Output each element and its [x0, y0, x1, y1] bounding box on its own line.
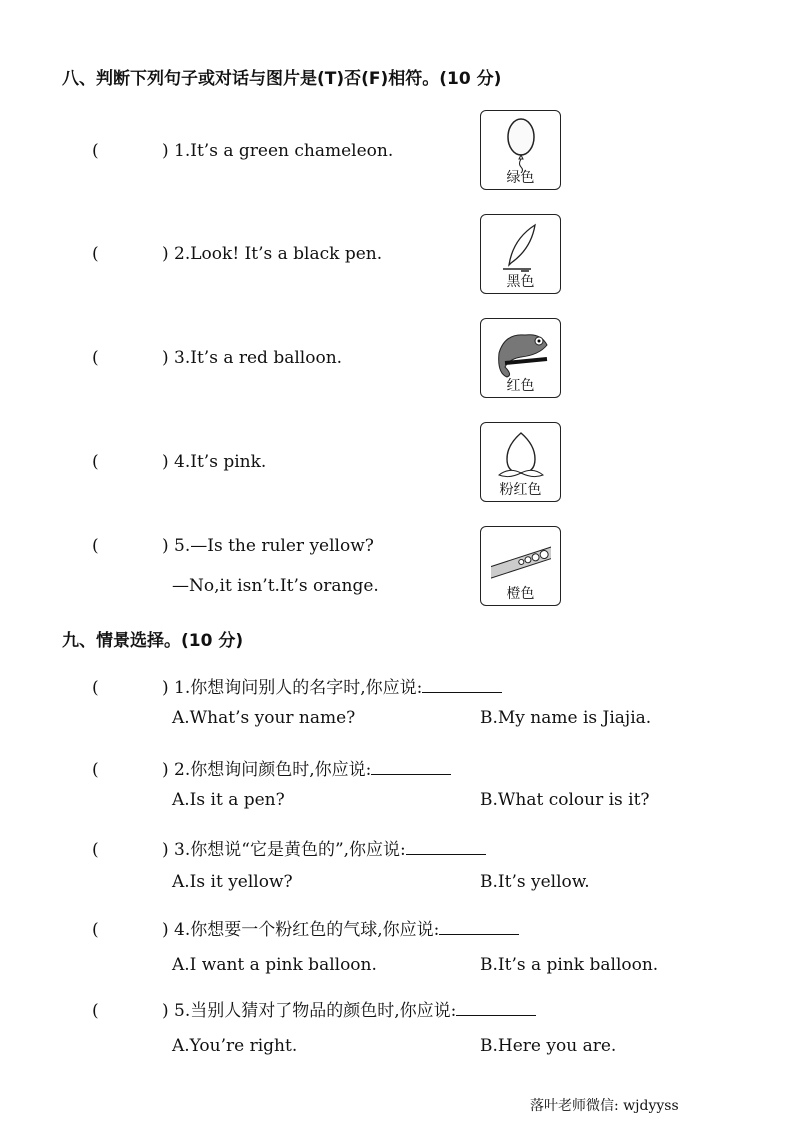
option-a: A.What’s your name? — [172, 708, 356, 728]
option-b: B.Here you are. — [480, 1036, 617, 1056]
question-text: ) 2.Look! It’s a black pen. — [162, 244, 383, 264]
feather-pen-icon — [491, 219, 551, 277]
question-9-2 — [92, 755, 451, 780]
question-text: ) 2.你想询问颜色时,你应说: — [162, 760, 372, 780]
answer-paren: ( — [92, 141, 99, 161]
answer-paren: ( — [92, 452, 99, 472]
option-b: B.It’s yellow. — [480, 872, 590, 892]
picture-caption: 红色 — [506, 378, 535, 394]
question-9-3 — [92, 835, 486, 860]
ruler-icon — [491, 531, 551, 589]
question-8-5-reply: —No,it isn’t.It’s orange. — [172, 576, 379, 596]
answer-paren: ( — [92, 348, 99, 368]
answer-blank — [439, 933, 519, 935]
question-text: ) 1.你想询问别人的名字时,你应说: — [162, 678, 423, 698]
option-b: B.It’s a pink balloon. — [480, 955, 659, 975]
question-8-1 — [92, 141, 393, 161]
section8-title: 八、判断下列句子或对话与图片是(T)否(F)相符。(10 分) — [62, 69, 502, 89]
question-text: ) 4.你想要一个粉红色的气球,你应说: — [162, 920, 440, 940]
balloon-icon — [491, 115, 551, 173]
answer-blank — [371, 773, 451, 775]
option-a: A.I want a pink balloon. — [172, 955, 377, 975]
answer-paren: ( — [92, 536, 99, 556]
answer-blank — [422, 691, 502, 693]
picture-card-peach — [480, 422, 561, 502]
answer-paren: ( — [92, 678, 99, 698]
answer-blank — [406, 853, 486, 855]
option-a: A.Is it yellow? — [172, 872, 293, 892]
question-8-5 — [92, 536, 374, 556]
picture-card-pen — [480, 214, 561, 294]
answer-paren: ( — [92, 1001, 99, 1021]
answer-paren: ( — [92, 244, 99, 264]
question-text: ) 5.当别人猜对了物品的颜色时,你应说: — [162, 1001, 457, 1021]
question-9-4 — [92, 915, 519, 940]
question-text: ) 3.你想说“它是黄色的”,你应说: — [162, 840, 406, 860]
option-b: B.My name is Jiajia. — [480, 708, 652, 728]
picture-card-ruler — [480, 526, 561, 606]
question-text: ) 1.It’s a green chameleon. — [162, 141, 394, 161]
question-9-5 — [92, 996, 536, 1021]
answer-blank — [456, 1014, 536, 1016]
answer-paren: ( — [92, 760, 99, 780]
peach-icon — [491, 427, 551, 485]
footer-contact: 落叶老师微信: wjdyyss — [530, 1098, 679, 1114]
picture-caption: 橙色 — [506, 586, 535, 602]
picture-card-balloon — [480, 110, 561, 190]
question-8-4 — [92, 452, 266, 472]
question-8-2 — [92, 244, 382, 264]
answer-paren: ( — [92, 920, 99, 940]
picture-caption: 绿色 — [506, 170, 535, 186]
option-b: B.What colour is it? — [480, 790, 650, 810]
section9-title: 九、情景选择。(10 分) — [62, 631, 244, 651]
chameleon-icon — [491, 323, 551, 381]
option-a: A.Is it a pen? — [172, 790, 285, 810]
question-9-1 — [92, 673, 502, 698]
question-8-3 — [92, 348, 342, 368]
answer-paren: ( — [92, 840, 99, 860]
option-a: A.You’re right. — [172, 1036, 298, 1056]
picture-caption: 黑色 — [506, 274, 535, 290]
picture-card-chameleon — [480, 318, 561, 398]
picture-caption: 粉红色 — [499, 482, 542, 498]
question-text: ) 4.It’s pink. — [162, 452, 267, 472]
question-text: ) 3.It’s a red balloon. — [162, 348, 343, 368]
question-text: ) 5.—Is the ruler yellow? — [162, 536, 374, 556]
